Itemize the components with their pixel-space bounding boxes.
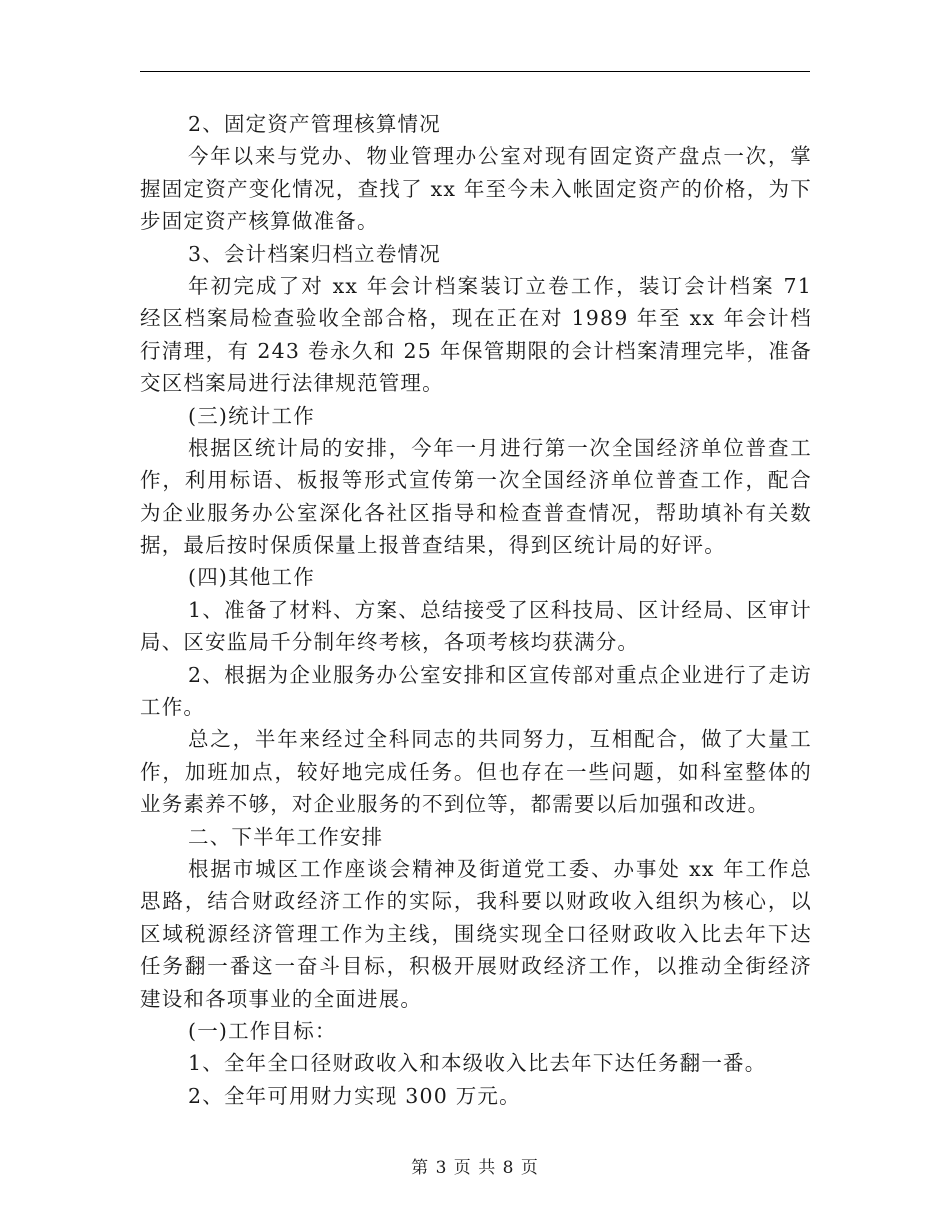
text-line: 步固定资产核算做准备。 bbox=[140, 209, 379, 234]
text-line: 思路，结合财政经济工作的实际，我科要以财政收入组织为核心，以 bbox=[140, 889, 812, 914]
text-line: 交区档案局进行法律规范管理。 bbox=[140, 371, 444, 396]
text-line: 年初完成了对 xx 年会计档案装订立卷工作，装订会计档案 71 bbox=[188, 273, 812, 298]
text-line: 作，加班加点，较好地完成任务。但也存在一些问题，如科室整体的 bbox=[140, 759, 812, 784]
text-line: 作，利用标语、板报等形式宣传第一次全国经济单位普查工作，配合 bbox=[140, 468, 812, 493]
text-line: 1、全年全口径财政收入和本级收入比去年下达任务翻一番。 bbox=[188, 1051, 767, 1076]
text-line: 总之，半年来经过全科同志的共同努力，互相配合，做了大量工 bbox=[188, 727, 812, 752]
text-line: 为企业服务办公室深化各社区指导和检查普查情况，帮助填补有关数 bbox=[140, 500, 812, 525]
text-line: 区域税源经济管理工作为主线，围绕实现全口径财政收入比去年下达 bbox=[140, 921, 812, 946]
text-line: 局、区安监局千分制年终考核，各项考核均获满分。 bbox=[140, 630, 640, 655]
text-line: 建设和各项事业的全面进展。 bbox=[140, 986, 423, 1011]
text-line: 行清理，有 243 卷永久和 25 年保管期限的会计档案清理完毕，准备 bbox=[140, 338, 812, 363]
header-rule bbox=[140, 71, 810, 72]
text-line: 业务素养不够，对企业服务的不到位等，都需要以后加强和改进。 bbox=[140, 792, 770, 817]
text-line: 2、全年可用财力实现 300 万元。 bbox=[188, 1083, 521, 1108]
text-line: 根据市城区工作座谈会精神及街道党工委、办事处 xx 年工作总 bbox=[188, 856, 812, 881]
text-line: 2、固定资产管理核算情况 bbox=[188, 112, 441, 136]
page-number: 第 3 页 共 8 页 bbox=[411, 1158, 539, 1178]
document-body bbox=[140, 108, 812, 1112]
text-line: 工作。 bbox=[140, 695, 206, 720]
text-line: (四)其他工作 bbox=[188, 565, 315, 590]
text-line: 今年以来与党办、物业管理办公室对现有固定资产盘点一次，掌 bbox=[188, 144, 812, 169]
text-line: 2、根据为企业服务办公室安排和区宣传部对重点企业进行了走访 bbox=[188, 662, 812, 687]
text-line: 任务翻一番这一奋斗目标，积极开展财政经济工作，以推动全街经济 bbox=[140, 954, 812, 979]
text-line: 1、准备了材料、方案、总结接受了区科技局、区计经局、区审计 bbox=[188, 597, 812, 622]
text-line: 握固定资产变化情况，查找了 xx 年至今未入帐固定资产的价格，为下 bbox=[140, 176, 812, 201]
text-line: 据，最后按时保质保量上报普查结果，得到区统计局的好评。 bbox=[140, 533, 726, 558]
text-line: (一)工作目标： bbox=[188, 1018, 337, 1043]
text-line: 3、会计档案归档立卷情况 bbox=[188, 241, 441, 266]
text-line: (三)统计工作 bbox=[188, 403, 315, 428]
text-line: 经区档案局检查验收全部合格，现在正在对 1989 年至 xx 年会计档 bbox=[140, 306, 812, 331]
text-line: 根据区统计局的安排，今年一月进行第一次全国经济单位普查工 bbox=[188, 435, 812, 460]
text-line: 二、下半年工作安排 bbox=[188, 824, 384, 849]
